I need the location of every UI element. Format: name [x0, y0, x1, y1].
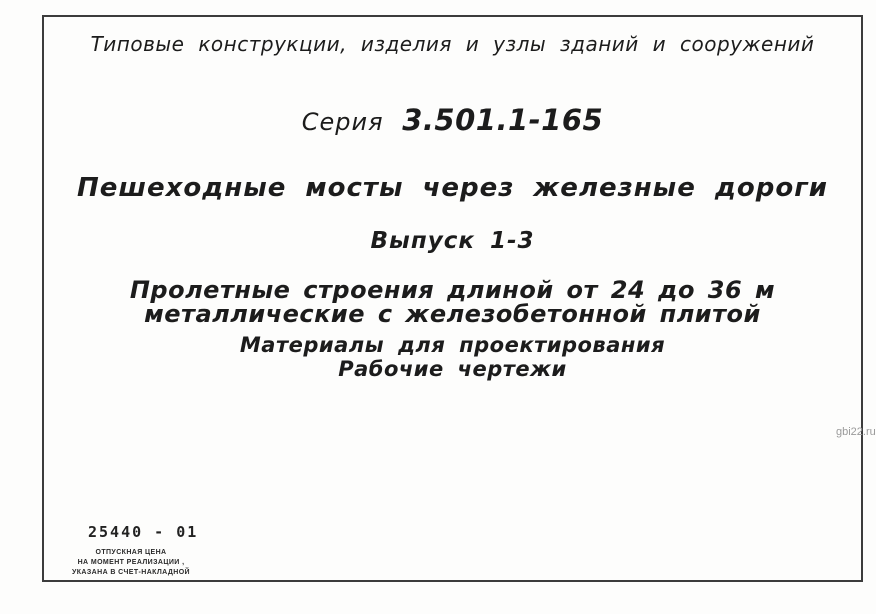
price-note-line-2: НА МОМЕНТ РЕАЛИЗАЦИИ , — [77, 559, 185, 566]
site-watermark: gbi22.ru — [836, 426, 876, 438]
document-title: Пешеходные мосты через железные дороги — [76, 173, 829, 203]
series-number: 3.501.1-165 — [402, 103, 604, 137]
price-note-line-3: УКАЗАНА В СЧЕТ-НАКЛАДНОЙ — [72, 569, 190, 576]
price-note — [56, 548, 206, 578]
subtitle-line-1: Пролетные строения длиной от 24 до 36 м — [129, 276, 776, 304]
series-label: Серия — [301, 108, 384, 136]
document-subtitle — [44, 278, 861, 326]
series-line — [44, 103, 861, 137]
issue-number: Выпуск 1-3 — [370, 228, 535, 254]
document-category-line: Типовые конструкции, изделия и узлы зданий и сооружений — [90, 32, 815, 56]
document-purpose — [44, 333, 861, 381]
page-border-frame — [42, 15, 863, 582]
purpose-line-2: Рабочие чертежи — [338, 357, 567, 381]
catalog-code: 25440 - 01 — [88, 523, 199, 541]
price-note-line-1: ОТПУСКНАЯ ЦЕНА — [95, 549, 167, 556]
subtitle-line-2: металлические с железобетонной плитой — [144, 300, 761, 328]
purpose-line-1: Материалы для проектирования — [239, 333, 666, 357]
